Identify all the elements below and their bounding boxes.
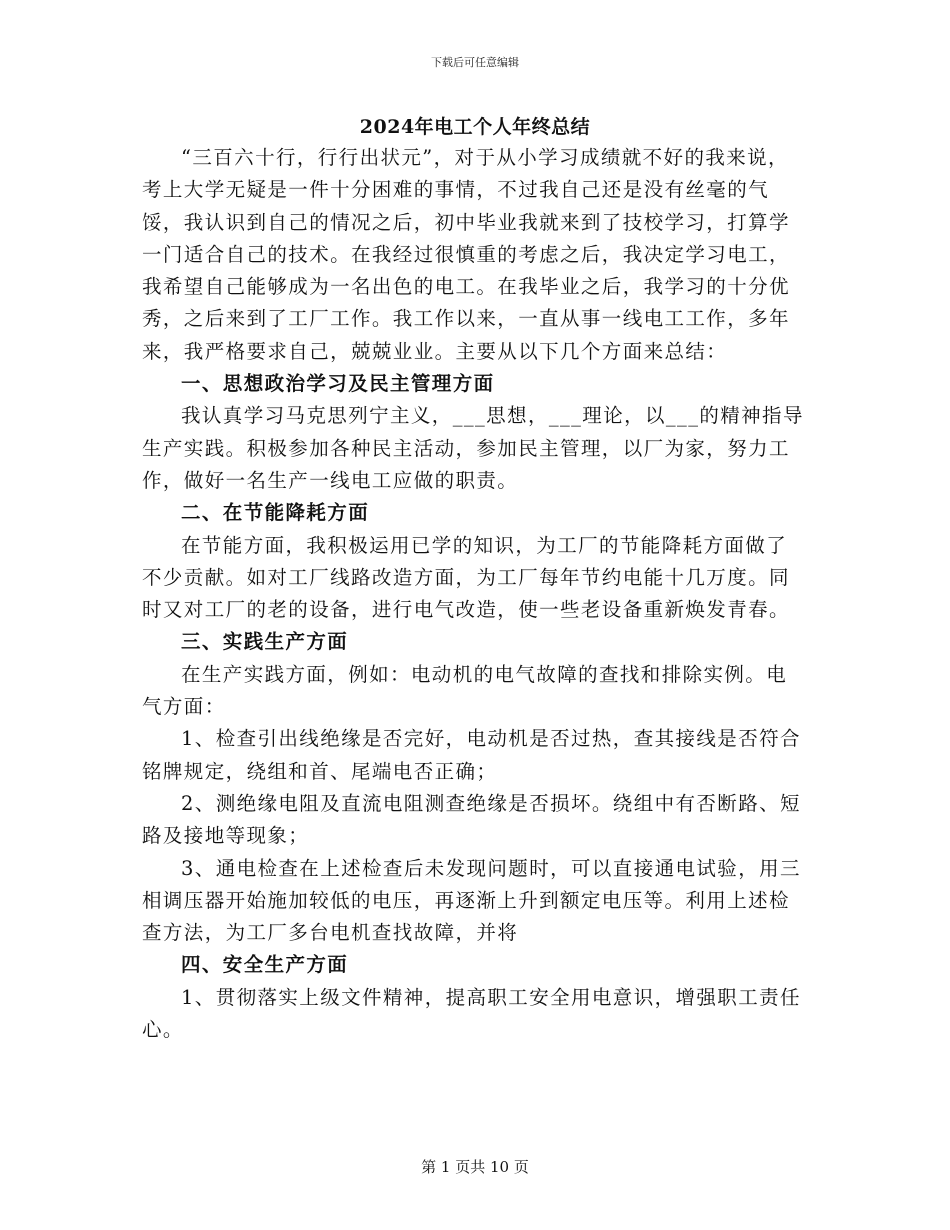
safety-item-1: 1、贯彻落实上级文件精神，提高职工安全用电意识，增强职工责任心。 (142, 985, 801, 1042)
header-note: 下载后可任意编辑 (431, 56, 519, 69)
document-body (142, 142, 807, 1046)
section-heading-production: 三、实践生产方面 (181, 630, 349, 654)
production-item-1: 1、检查引出线绝缘是否完好，电动机是否过热，查其接线是否符合铭牌规定，绕组和首、尾端电否正确； (142, 727, 801, 783)
section-heading-politics: 一、思想政治学习及民主管理方面 (181, 372, 495, 396)
energy-paragraph: 在节能方面，我积极运用已学的知识，为工厂的节能降耗方面做了不少贡献。如对工厂线路改造方面，为工厂每年节约电能十几万度。同时又对工厂的老的设备，进行电气改造，使一些老设备重新焕发青春。 (142, 533, 790, 622)
production-paragraph: 在生产实践方面，例如：电动机的电气故障的查找和排除实例。电气方面： (142, 662, 788, 719)
section-heading-safety: 四、安全生产方面 (181, 953, 349, 977)
document-title: 2024年电工个人年终总结 (359, 116, 591, 138)
intro-paragraph: “三百六十行，行行出状元”，对于从小学习成绩就不好的我来说，考上大学无疑是一件十分困难的事情，不过我自己还是没有丝毫的气馁，我认识到自己的情况之后，初中毕业我就来到了技校学习，打算学一门适合自己的技术。在我经过很慎重的考虑之后，我决定学习电工，我希望自己能够成为一名出色的电工。在我毕业之后，我学习的十分优秀，之后来到了工厂工作。我工作以来，一直从事一线电工工作，多年来，我严格要求自己，兢兢业业。主要从以下几个方面来总结： (142, 146, 790, 363)
section-heading-energy: 二、在节能降耗方面 (181, 501, 370, 525)
production-item-3: 3、通电检查在上述检查后未发现问题时，可以直接通电试验，用三相调压器开始施加较低的电压，再逐渐上升到额定电压等。利用上述检查方法，为工厂多台电机查找故障，并将 (142, 856, 801, 945)
politics-paragraph: 我认真学习马克思列宁主义，___思想，___理论，以___的精神指导生产实践。积极参加各种民主活动，参加民主管理，以厂为家，努力工作，做好一名生产一线电工应做的职责。 (142, 404, 804, 492)
production-item-2: 2、测绝缘电阻及直流电阻测查绝缘是否损坏。绕组中有否断路、短路及接地等现象； (142, 791, 801, 848)
page-number-footer: 第 1 页共 10 页 (421, 1158, 529, 1176)
